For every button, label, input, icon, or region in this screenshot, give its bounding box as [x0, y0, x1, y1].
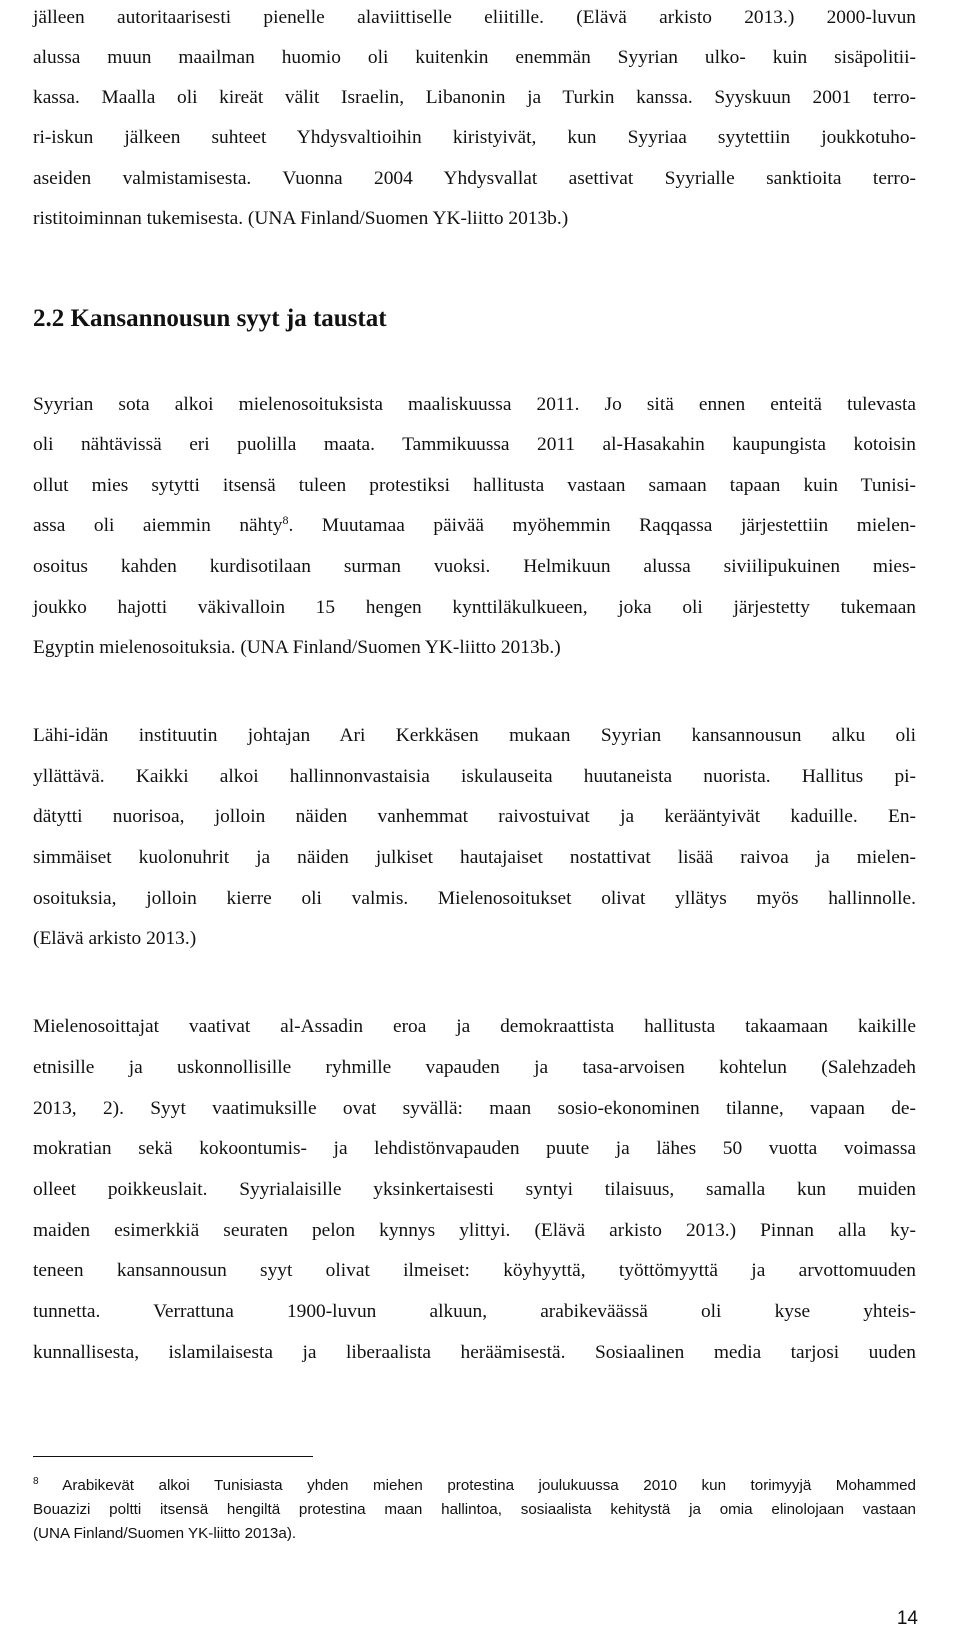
- text-line: kunnallisesta, islamilaisesta ja liberaalista heräämisestä. Sosiaalinen media tarjosi uuden: [33, 1342, 916, 1363]
- text-line: simmäiset kuolonuhrit ja näiden julkiset hautajaiset nostattivat lisää raivoa ja mielen-: [33, 847, 916, 868]
- text-line: Syyrian sota alkoi mielenosoituksista maaliskuussa 2011. Jo sitä ennen enteitä tulevasta: [33, 394, 916, 415]
- footnote-line: [33, 1474, 916, 1498]
- text-line: jälleen autoritaarisesti pienelle alaviittiselle eliitille. (Elävä arkisto 2013.) 2000-luvun: [33, 7, 916, 28]
- text-line: 2013, 2). Syyt vaatimuksille ovat syvällä: maan sosio-ekonominen tilanne, vapaan de-: [33, 1098, 916, 1119]
- text-line: osoitus kahden kurdisotilaan surman vuoksi. Helmikuun alussa siviilipukuinen mies-: [33, 556, 916, 577]
- text-line: teneen kansannousun syyt olivat ilmeiset: köyhyyttä, työttömyyttä ja arvottomuuden: [33, 1260, 916, 1281]
- text-line: ri-iskun jälkeen suhteet Yhdysvaltioihin kiristyivät, kun Syyriaa syytettiin joukkotuho-: [33, 127, 916, 148]
- footnote-text: Arabikevät alkoi Tunisiasta yhden miehen protestina joulukuussa 2010 kun torimyyjä Mohammed: [38, 1477, 916, 1494]
- text-line: tunnetta. Verrattuna 1900-luvun alkuun, arabikeväässä oli kyse yhteis-: [33, 1301, 916, 1322]
- text-line: Mielenosoittajat vaativat al-Assadin eroa ja demokraattista hallitusta takaamaan kaikille: [33, 1016, 916, 1037]
- text-line: oli nähtävissä eri puolilla maata. Tammikuussa 2011 al-Hasakahin kaupungista kotoisin: [33, 434, 916, 455]
- text-line: dätytti nuorisoa, jolloin näiden vanhemmat raivostuivat ja kerääntyivät kaduille. En-: [33, 806, 916, 827]
- text-segment: assa oli aiemmin nähty: [33, 515, 283, 536]
- text-line: Egyptin mielenosoituksia. (UNA Finland/Suomen YK-liitto 2013b.): [33, 637, 561, 658]
- footnote-line: Bouazizi poltti itsensä hengiltä protestina maan hallintoa, sosiaalista kehitystä ja omia elinolojaan vastaan: [33, 1501, 916, 1518]
- text-line: Lähi-idän instituutin johtajan Ari Kerkkäsen mukaan Syyrian kansannousun alku oli: [33, 725, 916, 746]
- text-line: joukko hajotti väkivalloin 15 hengen kynttiläkulkueen, joka oli järjestetty tukemaan: [33, 597, 916, 618]
- section-heading: 2.2 Kansannousun syyt ja taustat: [33, 305, 387, 332]
- text-line: mokratian sekä kokoontumis- ja lehdistönvapauden puute ja lähes 50 vuotta voimassa: [33, 1138, 916, 1159]
- text-line: ollut mies sytytti itsensä tuleen protestiksi hallitusta vastaan samaan tapaan kuin Tunisi-: [33, 475, 916, 496]
- text-line: aseiden valmistamisesta. Vuonna 2004 Yhdysvallat asettivat Syyrialle sanktioita terro-: [33, 168, 916, 189]
- page-number: 14: [896, 1608, 918, 1629]
- footnote-divider: [33, 1456, 313, 1457]
- text-line: yllättävä. Kaikki alkoi hallinnonvastaisia iskulauseita huutaneista nuorista. Hallitus pi-: [33, 766, 916, 787]
- footnote-line: (UNA Finland/Suomen YK-liitto 2013a).: [33, 1525, 297, 1542]
- text-line: ristitoiminnan tukemisesta. (UNA Finland/Suomen YK-liitto 2013b.): [33, 208, 569, 229]
- text-line: [33, 506, 916, 546]
- text-line: olleet poikkeuslait. Syyrialaisille yksinkertaisesti syntyi tilaisuus, samalla kun muiden: [33, 1179, 916, 1200]
- footnote-number: 8: [33, 1476, 39, 1487]
- text-line: alussa muun maailman huomio oli kuitenkin enemmän Syyrian ulko- kuin sisäpolitii-: [33, 47, 916, 68]
- text-line: osoituksia, jolloin kierre oli valmis. Mielenosoitukset olivat yllätys myös hallinnolle.: [33, 888, 916, 909]
- text-line: etnisille ja uskonnollisille ryhmille vapauden ja tasa-arvoisen kohtelun (Salehzadeh: [33, 1057, 916, 1078]
- text-line: (Elävä arkisto 2013.): [33, 928, 197, 949]
- text-segment: . Muutamaa päivää myöhemmin Raqqassa järjestettiin mielen-: [288, 515, 917, 536]
- text-line: kassa. Maalla oli kireät välit Israelin, Libanonin ja Turkin kanssa. Syyskuun 2001 terro-: [33, 87, 916, 108]
- text-line: maiden esimerkkiä seuraten pelon kynnys ylittyi. (Elävä arkisto 2013.) Pinnan alla ky-: [33, 1220, 916, 1241]
- footnote-reference[interactable]: 8: [282, 513, 289, 527]
